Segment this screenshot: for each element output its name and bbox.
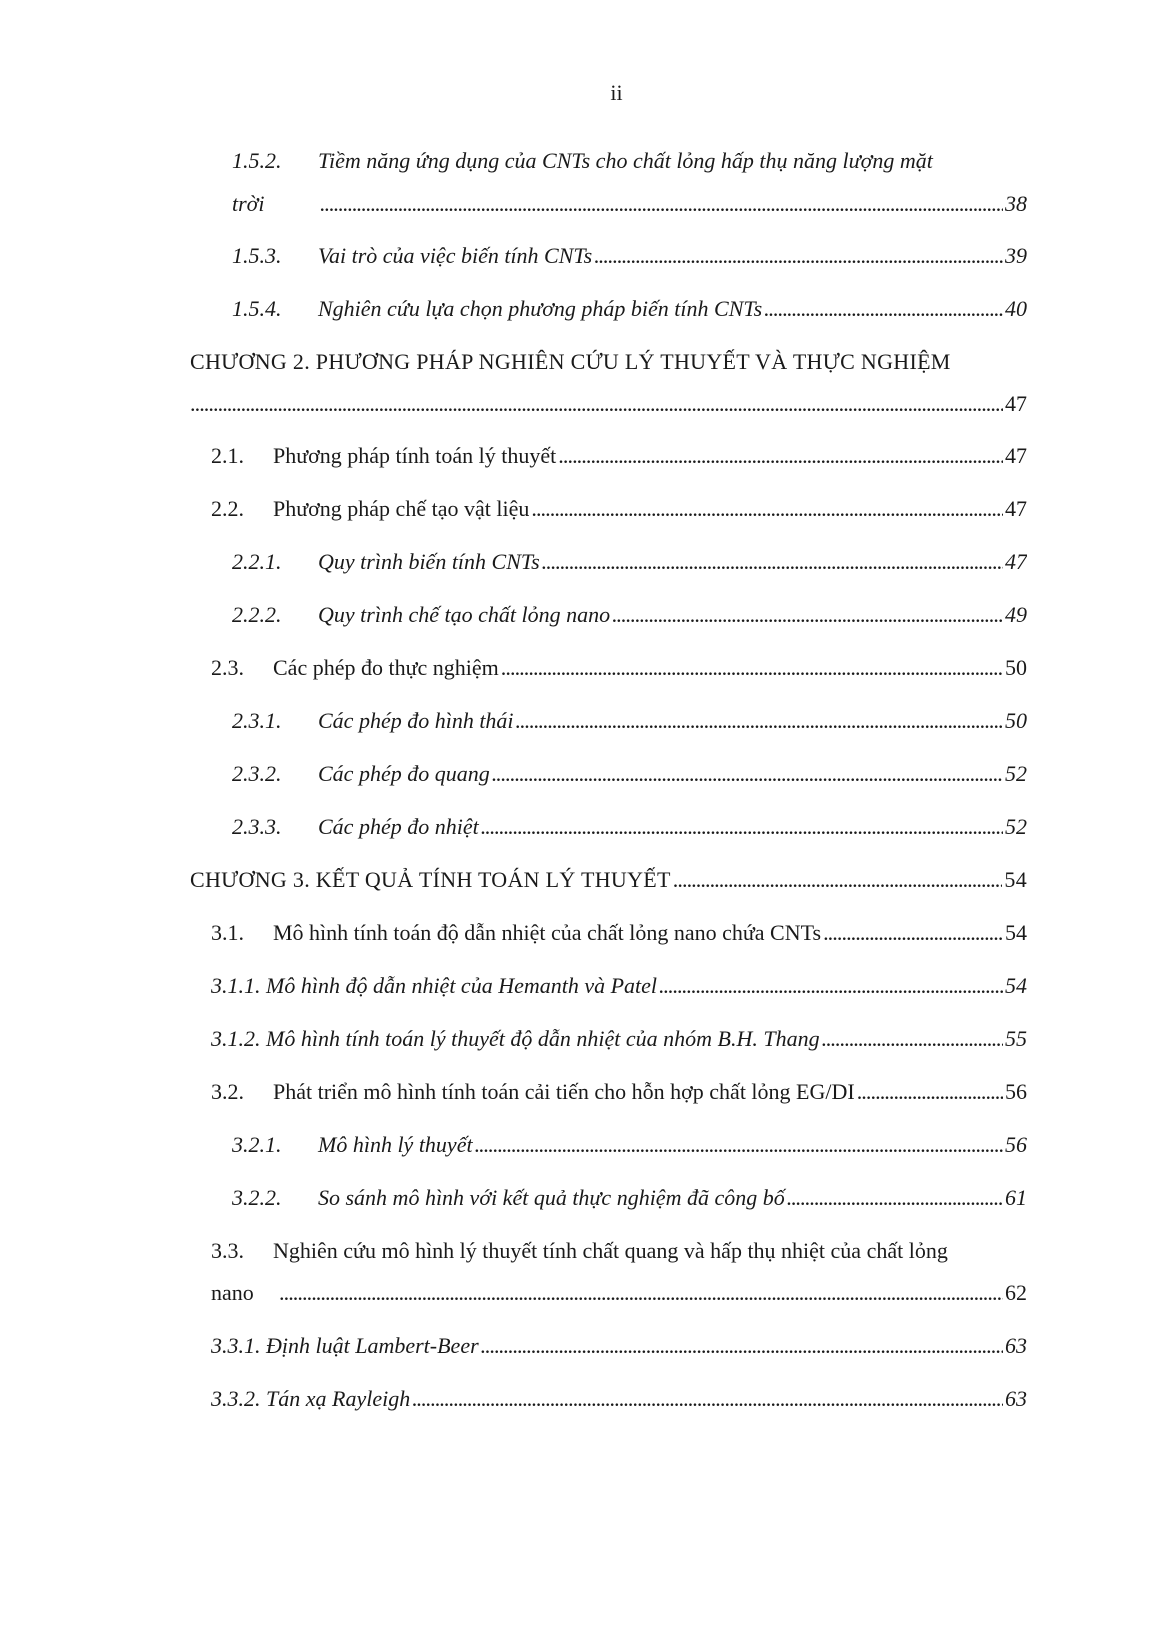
toc-entry-3-2[interactable] [211, 1077, 1027, 1107]
toc-entry-number: 3.2.2. [232, 1185, 282, 1210]
toc-entry-title: Phương pháp tính toán lý thuyết [273, 443, 557, 468]
toc-dot-leader [659, 971, 1003, 1001]
toc-entry-title: Vai trò của việc biến tính CNTs [318, 243, 593, 268]
toc-page-number: 56 [1005, 1079, 1027, 1104]
toc-page-number: 47 [1005, 496, 1027, 521]
toc-dot-leader [594, 241, 1003, 271]
toc-entry-title: Nghiên cứu mô hình lý thuyết tính chất quang và hấp thụ nhiệt của chất lỏng [273, 1238, 948, 1263]
toc-dot-leader [492, 759, 1003, 789]
toc-entry-title: Mô hình lý thuyết [318, 1132, 473, 1157]
toc-dot-leader [475, 1130, 1003, 1160]
toc-page-number: 55 [1005, 1026, 1027, 1051]
toc-dot-leader [516, 706, 1003, 736]
toc-dot-leader [673, 865, 1003, 895]
toc-entry-number: 2.2.2. [232, 602, 282, 627]
toc-page-number: 54 [1005, 920, 1027, 945]
toc-dot-leader [542, 547, 1003, 577]
toc-entry-number: 1.5.4. [232, 296, 282, 321]
toc-entry-3-2-2[interactable] [232, 1183, 1027, 1213]
toc-dot-leader [531, 494, 1003, 524]
toc-entry-3-3-line2[interactable] [211, 1278, 1027, 1308]
toc-entry-2-2[interactable] [211, 494, 1027, 524]
toc-entry-title: 3.3.2. Tán xạ Rayleigh [211, 1386, 411, 1411]
toc-entry-title: Phương pháp chế tạo vật liệu [273, 496, 530, 521]
toc-entry-title: Tiềm năng ứng dụng của CNTs cho chất lỏng hấp thụ năng lượng mặt [318, 148, 933, 173]
toc-entry-number: 1.5.2. [232, 148, 282, 173]
toc-entry-2-3-2[interactable] [232, 759, 1027, 789]
toc-entry-title: Quy trình biến tính CNTs [318, 549, 540, 574]
toc-entry-2-3[interactable] [211, 653, 1027, 683]
toc-page-number: 49 [1005, 602, 1027, 627]
toc-entry-title: Các phép đo nhiệt [318, 814, 479, 839]
toc-dot-leader [320, 189, 1003, 219]
toc-dot-leader [787, 1183, 1003, 1213]
toc-page-number: 54 [1004, 867, 1027, 892]
toc-dot-leader [501, 653, 1003, 683]
toc-entry-1-5-3[interactable] [232, 241, 1027, 271]
toc-entry-title: Các phép đo quang [318, 761, 490, 786]
toc-dot-leader [822, 1024, 1003, 1054]
toc-dot-leader [481, 812, 1003, 842]
toc-entry-2-2-1[interactable] [232, 547, 1027, 577]
toc-page-number: 52 [1005, 814, 1027, 839]
toc-dot-leader [481, 1331, 1003, 1361]
toc-dot-leader [857, 1077, 1003, 1107]
toc-chapter-3[interactable] [190, 865, 1027, 895]
toc-entry-3-1[interactable] [211, 918, 1027, 948]
toc-page-number: 56 [1005, 1132, 1027, 1157]
toc-page-number: 50 [1005, 655, 1027, 680]
toc-page-number: 63 [1005, 1386, 1027, 1411]
toc-chapter-2-line1[interactable] [190, 347, 1027, 377]
toc-page-number: 38 [1005, 191, 1027, 216]
toc-page-number: 39 [1005, 243, 1027, 268]
toc-entry-2-3-3[interactable] [232, 812, 1027, 842]
toc-entry-number: 3.3. [211, 1238, 244, 1263]
toc-page-number: 40 [1005, 296, 1027, 321]
toc-dot-leader [279, 1278, 1003, 1308]
toc-entry-title: Phát triển mô hình tính toán cải tiến cho hỗn hợp chất lỏng EG/DI [273, 1079, 855, 1104]
toc-entry-number: 2.3.2. [232, 761, 282, 786]
toc-entry-title: Các phép đo hình thái [318, 708, 514, 733]
toc-entry-title: 3.3.1. Định luật Lambert-Beer [211, 1333, 479, 1358]
toc-entry-3-1-2[interactable] [211, 1024, 1027, 1054]
toc-page-number: 61 [1005, 1185, 1027, 1210]
toc-page-number: 63 [1005, 1333, 1027, 1358]
toc-page-number: 50 [1005, 708, 1027, 733]
toc-entry-title-continued: nano [211, 1280, 254, 1305]
toc-entry-3-3-1[interactable] [211, 1331, 1027, 1361]
toc-entry-title: Quy trình chế tạo chất lỏng nano [318, 602, 611, 627]
toc-entry-number: 3.2. [211, 1079, 244, 1104]
toc-entry-number: 2.3. [211, 655, 244, 680]
page-number: ii [610, 80, 623, 105]
toc-entry-number: 2.3.3. [232, 814, 282, 839]
toc-entry-3-1-1[interactable] [211, 971, 1027, 1001]
toc-entry-3-2-1[interactable] [232, 1130, 1027, 1160]
toc-entry-2-3-1[interactable] [232, 706, 1027, 736]
toc-entry-3-3-2[interactable] [211, 1384, 1027, 1414]
toc-entry-title: 3.1.1. Mô hình độ dẫn nhiệt của Hemanth và Patel [211, 973, 658, 998]
toc-page-number: 62 [1005, 1280, 1027, 1305]
toc-page-number: 52 [1005, 761, 1027, 786]
toc-entry-number: 3.2.1. [232, 1132, 282, 1157]
toc-page-number: 47 [1005, 549, 1027, 574]
toc-entry-number: 2.3.1. [232, 708, 282, 733]
toc-entry-title: 3.1.2. Mô hình tính toán lý thuyết độ dẫn nhiệt của nhóm B.H. Thang [211, 1026, 820, 1051]
toc-entry-2-1[interactable] [211, 441, 1027, 471]
toc-dot-leader [612, 600, 1003, 630]
toc-dot-leader [190, 389, 1003, 419]
toc-entry-title: Mô hình tính toán độ dẫn nhiệt của chất lỏng nano chứa CNTs [273, 920, 822, 945]
toc-entry-title: Các phép đo thực nghiệm [273, 655, 499, 680]
toc-dot-leader [823, 918, 1003, 948]
toc-entry-1-5-4[interactable] [232, 294, 1027, 324]
toc-entry-title-continued: trời [232, 191, 265, 216]
toc-entry-1-5-2-line1[interactable] [232, 146, 1027, 176]
toc-chapter-title: CHƯƠNG 3. KẾT QUẢ TÍNH TOÁN LÝ THUYẾT [190, 867, 671, 892]
toc-entry-title: So sánh mô hình với kết quả thực nghiệm đã công bố [318, 1185, 785, 1210]
toc-dot-leader [412, 1384, 1003, 1414]
toc-chapter-title: CHƯƠNG 2. PHƯƠNG PHÁP NGHIÊN CỨU LÝ THUYẾT VÀ THỰC NGHIỆM [190, 349, 951, 374]
toc-entry-number: 2.2. [211, 496, 244, 521]
toc-chapter-2-line2[interactable] [190, 389, 1027, 419]
toc-entry-1-5-2-line2[interactable] [232, 189, 1027, 219]
toc-page-number: 47 [1005, 443, 1027, 468]
toc-page-number: 47 [1005, 391, 1027, 416]
toc-entry-title: Nghiên cứu lựa chọn phương pháp biến tính CNTs [318, 296, 763, 321]
toc-entry-2-2-2[interactable] [232, 600, 1027, 630]
toc-dot-leader [764, 294, 1003, 324]
toc-entry-number: 3.1. [211, 920, 244, 945]
toc-entry-3-3-line1[interactable] [211, 1236, 1027, 1266]
toc-entry-number: 2.2.1. [232, 549, 282, 574]
toc-entry-number: 2.1. [211, 443, 244, 468]
toc-entry-number: 1.5.3. [232, 243, 282, 268]
toc-dot-leader [558, 441, 1003, 471]
toc-page-number: 54 [1005, 973, 1027, 998]
